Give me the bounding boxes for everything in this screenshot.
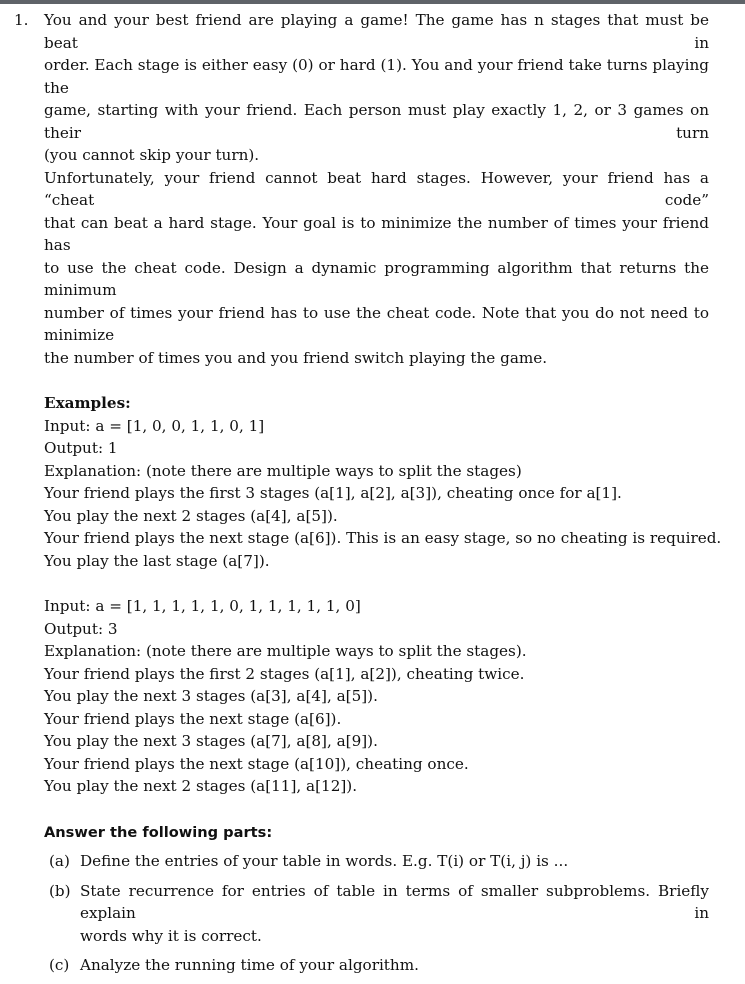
cheat-line: to use the cheat code. Design a dynamic programming algorithm that returns the minimum [44, 258, 709, 299]
example-1-line: Your friend plays the first 3 stages (a[1], a[2], a[3]), cheating once for a[1]. [44, 484, 622, 502]
answer-parts [44, 850, 709, 977]
part-c [44, 954, 709, 977]
example-2-line: You play the next 2 stages (a[11], a[12]). [44, 777, 358, 795]
part-b-text: words why it is correct. [80, 926, 262, 945]
part-c-label: (c) [49, 956, 70, 974]
example-1 [44, 415, 722, 573]
problem-number: 1. [14, 11, 29, 29]
example-1-line: Your friend plays the next stage (a[6]). This is an easy stage, so no cheating is required. [44, 529, 722, 547]
examples-heading: Examples: [44, 394, 131, 412]
example-2-line: Your friend plays the next stage (a[6]). [44, 709, 342, 728]
part-a-label: (a) [49, 852, 70, 870]
part-c-text: Analyze the running time of your algorithm. [80, 956, 419, 974]
example-1-input: Input: a = [1, 0, 0, 1, 1, 0, 1] [44, 416, 265, 435]
answer-heading: Answer the following parts: [44, 823, 273, 841]
example-2-line: You play the next 3 stages (a[3], a[4], a[5]). [44, 687, 378, 705]
example-1-line: You play the next 2 stages (a[4], a[5]). [44, 506, 338, 525]
example-1-line: You play the last stage (a[7]). [44, 551, 270, 570]
intro-line: game, starting with your friend. Each person must play exactly 1, 2, or 3 games on their turn [44, 101, 709, 142]
example-1-line: Explanation: (note there are multiple ways to split the stages) [44, 461, 522, 480]
example-1-output: Output: 1 [44, 439, 118, 457]
example-2-line: Explanation: (note there are multiple ways to split the stages). [44, 642, 527, 660]
part-b-text: State recurrence for entries of table in terms of smaller subproblems. Briefly explain in [80, 881, 709, 922]
top-border [0, 0, 745, 4]
cheat-line: that can beat a hard stage. Your goal is to minimize the number of times your friend has [44, 213, 709, 254]
example-2-output: Output: 3 [44, 619, 118, 638]
cheat-line: number of times your friend has to use the cheat code. Note that you do not need to minimize [44, 303, 709, 344]
intro-line: (you cannot skip your turn). [44, 146, 260, 164]
example-2 [44, 595, 709, 798]
problem-document [14, 9, 722, 984]
example-2-line: Your friend plays the first 2 stages (a[1], a[2]), cheating twice. [44, 664, 525, 683]
part-b [44, 880, 709, 948]
intro-line: You and your best friend are playing a game! The game has n stages that must be beat in [44, 11, 709, 52]
part-b-label: (b) [49, 881, 71, 900]
problem-statement [14, 9, 722, 844]
cheat-line: the number of times you and you friend switch playing the game. [44, 348, 548, 367]
cheat-line: Unfortunately, your friend cannot beat hard stages. However, your friend has a “cheat code” [44, 168, 709, 209]
part-a-text: Define the entries of your table in words. E.g. T(i) or T(i, j) is ... [80, 852, 569, 870]
example-2-line: Your friend plays the next stage (a[10]), cheating once. [44, 754, 469, 773]
example-2-input: Input: a = [1, 1, 1, 1, 1, 0, 1, 1, 1, 1, 1, 0] [44, 597, 361, 615]
example-2-line: You play the next 3 stages (a[7], a[8], a[9]). [44, 732, 378, 750]
part-a [44, 850, 709, 873]
intro-line: order. Each stage is either easy (0) or hard (1). You and your friend take turns playing the [44, 56, 709, 97]
